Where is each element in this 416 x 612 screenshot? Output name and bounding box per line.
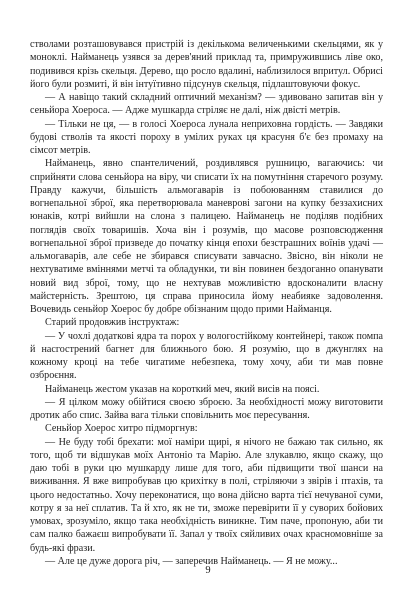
paragraph: Найманець, явно спантеличений, роздивлявся рушницю, вагаючись: чи сприйняти слова сеньйора на віру, чи списати їх на помутніння старечого розуму. Правду кажучи, більшість альмогаварів із побоюванням ставилися до вогнепальної зброї, яка перетворювала маневрові загони на купку беззахисних юнаків, котрі вийшли на слона з палицею. Найманець не поділяв подібних поглядів своїх товаришів. Хоча він і розумів, що масове розповсюдження вогнепальної зброї призведе до початку кінця епохи безстрашних воїнів удачі — альмогаварів, але себе не збирався списувати завчасно. Звісно, він ніколи не нехтуватиме вміннями метчі та обладунки, ти він повинен бездоганно опанувати новий вид зброї, тому, що не нехтував можливістю вдосконалити власну майстерність. Зрештою, ця справа приносила йому неабияке задоволення. Вочевидь сеньйор Хоерос бу добре обізнаним щодо прими Найманця. xyxy=(30,158,383,315)
paragraph: Найманець жестом указав на короткий меч, який висів на поясі. xyxy=(45,383,320,395)
paragraph: — Я цілком можу обійтися своєю зброєю. За необхідності можу виготовити дротик або спис. Зайва вага тільки сповільнить моє пересування. xyxy=(30,396,383,421)
paragraph: — А навіщо такий складний оптичний механізм? — здивовано запитав він у сеньйора Хоероса. — Адже мушкарда стріляє не далі, ніж двісті метрів. xyxy=(30,92,383,117)
page-number: 9 xyxy=(205,565,211,576)
paragraph: Сеньйор Хоерос хитро підморгнув: xyxy=(45,423,198,435)
body-text xyxy=(30,38,383,568)
paragraph: — Тільки не ця, — в голосі Хоероса лунала неприховна гордість. — Завдяки будові стволів та якості пороху в умілих руках ця красуня б'є без промаху на сімсот метрів. xyxy=(30,118,383,156)
paragraph: — Але це дуже дорога річ, — заперечив Найманець. — Я не можу... xyxy=(45,555,338,567)
paragraph: — Не буду тобі брехати: мої наміри щирі, я нічого не бажаю так сильно, як того, щоб ти відшукав моїх Антоніо та Марію. Але злукавлю, якщо скажу, що даю тобі в руки цю мушкарду лише для того, аби підвищити твої шанси на виживання. Я вже випробував цю крихітку в полі, стріляючи з звірів і птахів, та цього недостатньо. Хочу переконатися, що вона дійсно варта тієї нечуваної суми, котру я за неї сплатив. Та й хто, як не ти, зможе перевірити її у суворих бойових умовах, зрозуміло, якщо така необхідність виникне. Тим паче, пропоную, аби ти сам палко бажаєш випробувати її. Запал у твоїх сяйливих очах красномовніше за будь-які фрази. xyxy=(30,436,383,554)
paragraph: Старий продовжив інструктаж: xyxy=(45,317,180,329)
paragraph: — У чохлі додаткові ядра та порох у вологостійкому контейнері, також помпа й насгострений багнет для ближнього бою. Я розумію, що в джунглях на кожному кроці на тебе чигатиме небезпека, тому хочу, аби ти мав повне озброєння. xyxy=(30,330,383,382)
paragraph: стволами розташовувався пристрій із декількома величенькими скельцями, як у моноклі. Найманець узявся за дерев'яний приклад та, примружившись ліве око, подивився крізь скельця. Дерево, що росло вдалині, наблизилося впритул. Обрисі його були розмиті, й він інтуїтивно підсунув скельця, підлаштовуючи фокус. xyxy=(30,39,383,90)
